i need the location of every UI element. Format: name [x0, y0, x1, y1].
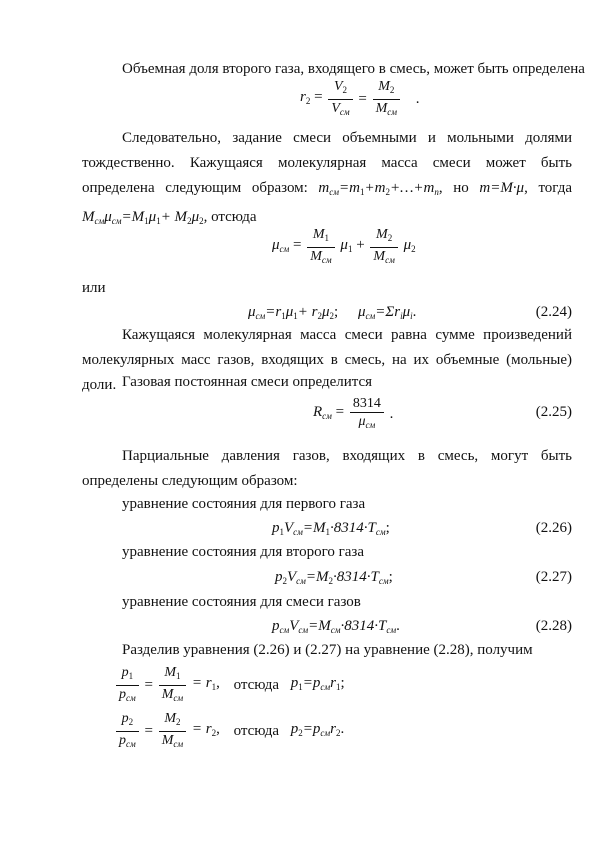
equation-r2: $r_2$ = $\frac{V_2}{V_{см}}$ = $\frac{M_2}{M_{см}}$ . [300, 78, 420, 121]
para-dividing: Разделив уравнения (2.26) и (2.27) на уравнение (2.28), получим [122, 642, 533, 658]
equation-2-24: $\mu_{см}=r_1\mu_1+ r_2\mu_2$; $\mu_{см}=\Sigma r_i\mu_i$. [248, 304, 417, 321]
label-first-gas: уравнение состояния для первого газа [122, 496, 366, 512]
para-volume-fraction: Объемная доля второго газа, входящего в смесь, может быть определена [122, 61, 585, 77]
equation-p1: $\frac{p_1}{p_{см}}$ = $\frac{M_1}{M_{см}}$ = $r_1$, отсюда $p_1=p_{см}r_1$; [114, 664, 345, 707]
equation-number-2-28: (2.28) [535, 618, 572, 634]
equation-mu-mixture: $\mu_{см}$ = $\frac{M_1}{M_{см}}$ $\mu_1$ + $\frac{M_2}{M_{см}}$ $\mu_2$ [272, 226, 416, 269]
equation-number-2-25: (2.25) [535, 404, 572, 420]
para-partial-pressures: Парциальные давления газов, входящих в смесь, могут быть определены следующим образом: [82, 448, 572, 489]
para-apparent-mass: Кажущаяся молекулярная масса смеси равна сумме произведений молекулярных масс газов, входящих в смесь, на их объемные (мольные) доли. [82, 327, 572, 393]
text-ili: или [82, 280, 106, 296]
para-gas-constant: Газовая постоянная смеси определится [122, 374, 373, 390]
equation-2-27: $p_2V_{см}=M_2\cdot 8314\cdot T_{см}$; [275, 569, 393, 586]
equation-number-2-24: (2.24) [535, 304, 572, 320]
equation-2-28: $p_{см}V_{см}=M_{см}\cdot 8314\cdot T_{см}$. [272, 618, 400, 635]
equation-2-26: $p_1V_{см}=M_1\cdot 8314\cdot T_{см}$; [272, 520, 390, 537]
equation-2-25: $R_{см}$ = $\frac{8314}{\mu_{см}}$ . [313, 395, 393, 434]
equation-number-2-26: (2.26) [535, 520, 572, 536]
para-equivalence: Следовательно, задание смеси объемными и мольными долями тождественно. Кажущаяся молекулярная масса смеси может быть определена следующим образом: $m_{см}=m_1+m_2+\dots+m_n$, но m=M·μ, тогда $M_{см}\mu_{см}=M_1\mu_1+ M_2\mu_2$, отсюда [82, 130, 572, 226]
equation-p2: $\frac{p_2}{p_{см}}$ = $\frac{M_2}{M_{см}}$ = $r_2$, отсюда $p_2=p_{см}r_2$. [114, 710, 344, 753]
label-gas-mixture: уравнение состояния для смеси газов [122, 594, 361, 610]
equation-number-2-27: (2.27) [535, 569, 572, 585]
label-second-gas: уравнение состояния для второго газа [122, 544, 365, 560]
